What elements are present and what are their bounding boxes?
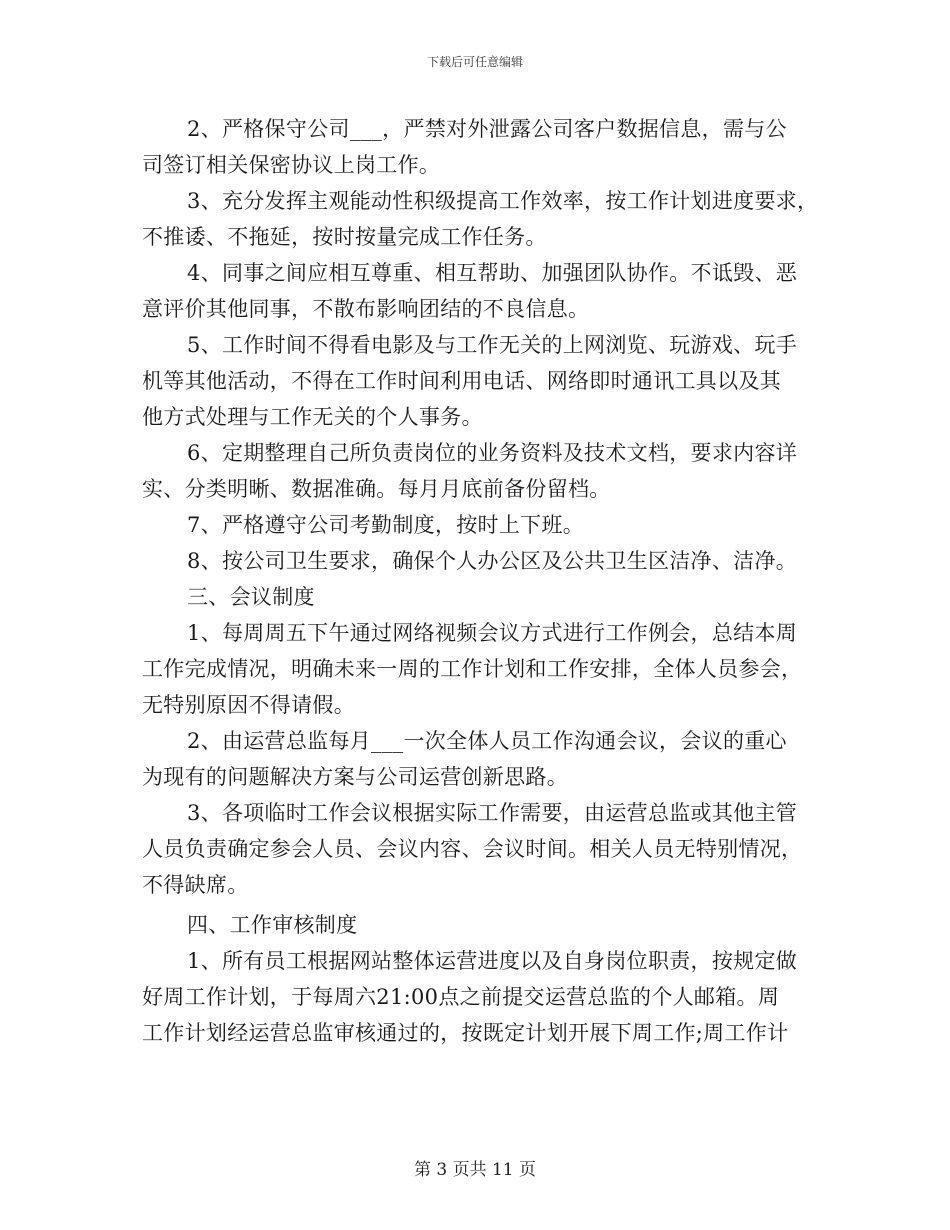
text-line: 好周工作计划，于每周六21:00点之前提交运营总监的个人邮箱。周 [142, 985, 780, 1009]
text-line: 4、同事之间应相互尊重、相互帮助、加强团队协作。不诋毁、恶 [187, 261, 798, 285]
page-header: 下载后可任意编辑 [426, 55, 523, 69]
text-line: 工作计划经运营总监审核通过的，按既定计划开展下周工作;周工作计 [142, 1021, 789, 1045]
text-line: 1、每周周五下午通过网络视频会议方式进行工作例会，总结本周 [187, 621, 798, 645]
text-line: 不推诿、不拖延，按时按量完成工作任务。 [142, 225, 547, 249]
text-line: 6、定期整理自己所负责岗位的业务资料及技术文档，要求内容详 [187, 441, 798, 465]
text-line: 3、充分发挥主观能动性积级提高工作效率，按工作计划进度要求， [187, 189, 819, 213]
text-line: 8、按公司卫生要求，确保个人办公区及公共卫生区洁净、洁净。 [187, 549, 798, 573]
text-line: 5、工作时间不得看电影及与工作无关的上网浏览、玩游戏、玩手 [187, 333, 798, 357]
text-line: 无特别原因不得请假。 [142, 693, 355, 717]
text-line: 机等其他活动，不得在工作时间利用电话、网络即时通讯工具以及其 [142, 369, 781, 393]
text-line: 意评价其他同事，不散布影响团结的不良信息。 [142, 297, 590, 321]
text-line: 7、严格遵守公司考勤制度，按时上下班。 [187, 513, 585, 537]
section-heading: 四、工作审核制度 [187, 913, 358, 937]
text-line: 实、分类明晰、数据准确。每月月底前备份留档。 [142, 477, 611, 501]
text-line: 1、所有员工根据网站整体运营进度以及自身岗位职责，按规定做 [187, 949, 798, 973]
text-line: 不得缺席。 [142, 873, 249, 897]
text-line: 他方式处理与工作无关的个人事务。 [142, 405, 483, 429]
text-line: 司签订相关保密协议上岗工作。 [142, 153, 441, 177]
text-line: 人员负责确定参会人员、会议内容、会议时间。相关人员无特别情况， [142, 837, 803, 861]
text-line: 工作完成情况，明确未来一周的工作计划和工作安排，全体人员参会， [142, 657, 803, 681]
text-line: 3、各项临时工作会议根据实际工作需要，由运营总监或其他主管 [187, 801, 798, 825]
document-body [142, 111, 818, 1051]
text-line: 2、由运营总监每月___一次全体人员工作沟通会议，会议的重心 [187, 729, 787, 753]
page-footer: 第 3 页共 11 页 [413, 1160, 537, 1180]
section-heading: 三、会议制度 [187, 585, 315, 609]
text-line: 为现有的问题解决方案与公司运营创新思路。 [142, 765, 568, 789]
text-line: 2、严格保守公司___，严禁对外泄露公司客户数据信息，需与公 [187, 117, 787, 141]
